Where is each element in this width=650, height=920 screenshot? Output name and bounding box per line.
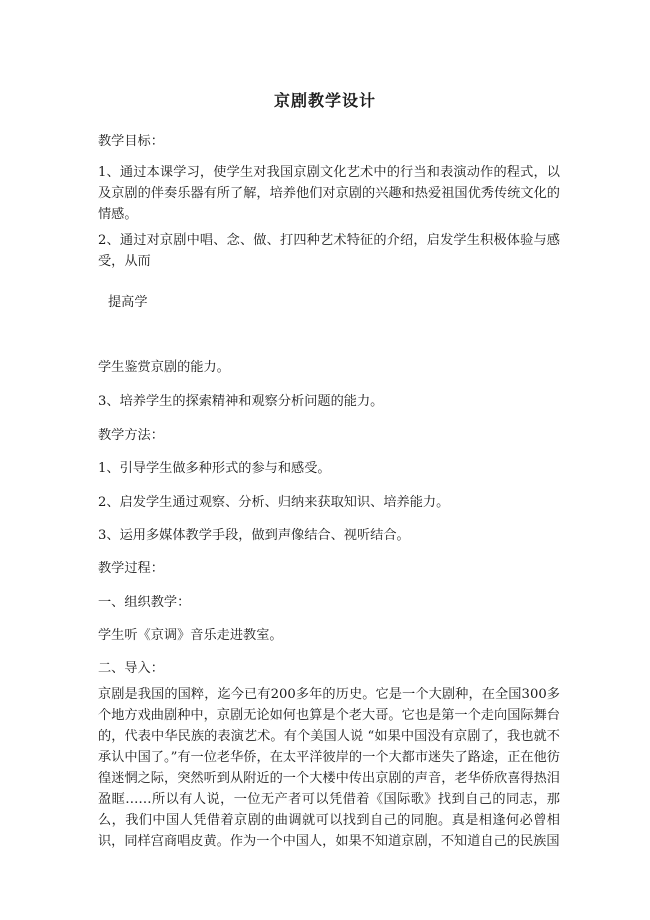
paragraph-goal-3: 3、培养学生的探索精神和观察分析问题的能力。 (98, 394, 384, 409)
paragraph-method-3: 3、运用多媒体教学手段，做到声像结合、视听结合。 (98, 528, 410, 543)
paragraph-goal-1: 1、通过本课学习，使学生对我国京剧文化艺术中的行当和表演动作的程式，以及京剧的伴奏乐器有所了解，培养他们对京剧的兴趣和热爱祖国优秀传统文化的情感。 (98, 165, 560, 222)
paragraph-introduction-body: 京剧是我国的国粹，迄今已有200多年的历史。它是一个大剧种，在全国300多个地方戏曲剧种中，京剧无论如何也算是个老大哥。它也是第一个走向国际舞台的，代表中华民族的表演艺术。有个美国人说 “如果中国没有京剧了，我也就不承认中国了。”有一位老华侨，在太平洋彼岸的一个大都市迷失了路途，正在他彷徨迷惘之际，突然听到从附近的一个大楼中传出京剧的声音，老华侨欣喜得热泪盈眶……所以有人说，一位无产者可以凭借着《国际歌》找到自己的同志，那么，我们中国人凭借着京剧的曲调就可以找到自己的同胞。真是相逢何必曾相识，同样宫商唱皮黄。作为一个中国人，如果不知道京剧，不知道自己的民族国 (98, 687, 560, 849)
paragraph-fragment: 提高学 (108, 295, 148, 310)
paragraph-method-1: 1、引导学生做多种形式的参与和感受。 (98, 461, 331, 476)
paragraph-enter-classroom: 学生听《京调》音乐走进教室。 (98, 628, 283, 643)
document-title: 京剧教学设计 (273, 91, 376, 110)
paragraph-goal-2: 2、通过对京剧中唱、念、做、打四种艺术特征的介绍，启发学生积极体验与感受，从而 (98, 233, 560, 269)
heading-teaching-process: 教学过程： (98, 561, 164, 576)
paragraph-goal-2-continued: 学生鉴赏京剧的能力。 (98, 360, 230, 375)
heading-teaching-goals: 教学目标： (98, 134, 164, 149)
heading-introduction: 二、导入： (98, 661, 164, 676)
heading-teaching-methods: 教学方法： (98, 428, 164, 443)
heading-organize-teaching: 一、组织教学： (98, 595, 191, 610)
paragraph-method-2: 2、启发学生通过观察、分析、归纳来获取知识、培养能力。 (98, 495, 450, 510)
